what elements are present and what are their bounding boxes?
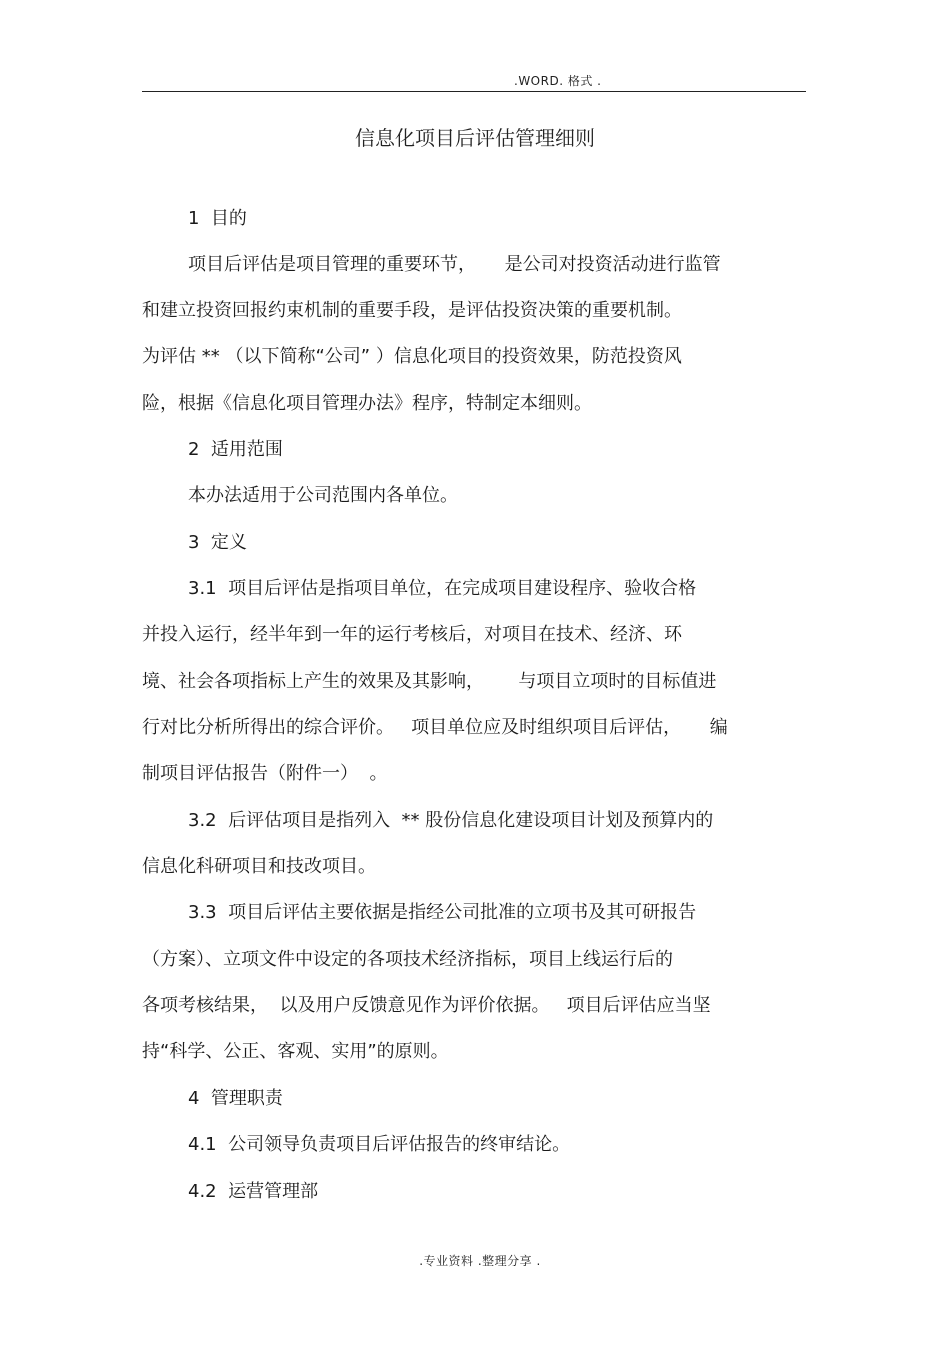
paragraph-line: 4.1 公司领导负责项目后评估报告的终审结论。: [188, 1134, 571, 1155]
paragraph-line: 本办法适用于公司范围内各单位。: [188, 485, 458, 506]
paragraph-line: 境、社会各项指标上产生的效果及其影响， 与项目立项时的目标值进: [142, 671, 717, 692]
paragraph-line: 为评估 ** （以下简称“公司” ）信息化项目的投资效果，防范投资风: [142, 346, 682, 367]
paragraph-line: 3.1 项目后评估是指项目单位，在完成项目建设程序、验收合格: [188, 578, 697, 599]
paragraph-line: 3.2 后评估项目是指列入 ** 股份信息化建设项目计划及预算内的: [188, 810, 714, 831]
header-rule: [142, 91, 806, 92]
section-heading-purpose: 1 目的: [188, 208, 247, 229]
paragraph-line: 并投入运行，经半年到一年的运行考核后，对项目在技术、经济、环: [142, 624, 682, 645]
page-footer: .专业资料 .整理分享 .: [419, 1254, 541, 1268]
paragraph-line: （方案）、立项文件中设定的各项技术经济指标，项目上线运行后的: [142, 949, 673, 970]
paragraph-line: 项目后评估是项目管理的重要环节， 是公司对投资活动进行监管: [188, 254, 721, 275]
paragraph-line: 4.2 运营管理部: [188, 1181, 319, 1202]
paragraph-line: 持“科学、公正、客观、实用”的原则。: [142, 1041, 449, 1062]
page-header: .WORD. 格式 .: [514, 74, 602, 88]
paragraph-line: 和建立投资回报约束机制的重要手段，是评估投资决策的重要机制。: [142, 300, 682, 321]
document-title: 信息化项目后评估管理细则: [355, 126, 595, 150]
section-heading-definition: 3 定义: [188, 532, 247, 553]
paragraph-line: 信息化科研项目和技改项目。: [142, 856, 376, 877]
paragraph-line: 行对比分析所得出的综合评价。 项目单位应及时组织项目后评估， 编: [142, 717, 728, 738]
paragraph-line: 3.3 项目后评估主要依据是指经公司批准的立项书及其可研报告: [188, 902, 697, 923]
section-heading-responsibilities: 4 管理职责: [188, 1088, 283, 1109]
paragraph-line: 制项目评估报告（附件一） 。: [142, 763, 388, 784]
paragraph-line: 险，根据《信息化项目管理办法》程序，特制定本细则。: [142, 393, 592, 414]
paragraph-line: 各项考核结果， 以及用户反馈意见作为评价依据。 项目后评估应当坚: [142, 995, 711, 1016]
section-heading-scope: 2 适用范围: [188, 439, 283, 460]
